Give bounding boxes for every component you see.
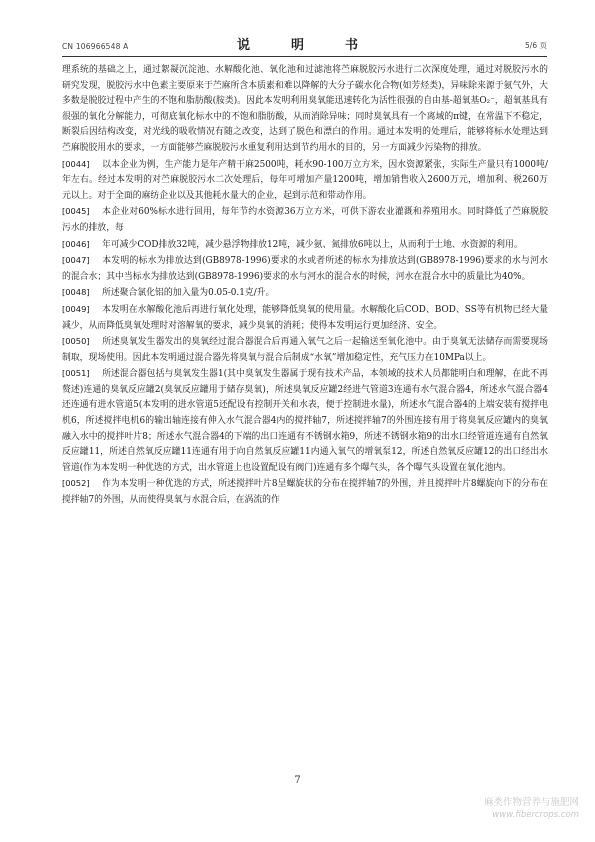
paragraph-text: 作为本发明一种优选的方式，所述搅拌叶片8呈螺旋状的分布在搅拌轴7的外围，并且搅拌叶片8螺旋向下的分布在搅拌轴7的外围，从而使得臭氧与水混合后，在涡流的作 [62, 479, 548, 506]
paragraph-text: 所述臭氧发生器发出的臭氧经过混合器混合后再通入氧气之后一起输送至氧化池中。由于臭氧无法储存而需要现场制取，现场使用。因此本发明通过混合器先将臭氧与混合后制成“水氧”增加稳定性，充气压力在10MPa以上。 [62, 337, 548, 363]
watermark-site-name: 麻类作物营养与施肥网 [483, 797, 579, 808]
patent-number: CN 106966548 A [62, 42, 129, 51]
paragraph-number: [0051] [62, 368, 90, 379]
page-number: 7 [294, 775, 301, 786]
paragraph-number: [0048] [62, 287, 90, 298]
header-divider [62, 56, 547, 57]
paragraph-0047 [62, 253, 548, 285]
paragraph-0050 [62, 334, 548, 366]
paragraph-text: 所述混合器包括与臭氧发生器1(其中臭氧发生器属于现有技术产品，本领域的技术人员都能明白和理解，在此不再赘述)连通的臭氧反应罐2(臭氧反应罐用于储存臭氧)，所述臭氧反应罐2经进气管道3连通有水气混合器4，所述水气混合器4还连通有进水管道5(本发明的进水管道5还配设有控制开关和水表，便于控制进水量)，所述水气混合器4的上端安装有搅拌电机6，所述搅拌电机6的输出轴连接有伸入水气混合器4内的搅拌轴7，所述搅拌轴7的外围连接有用于将臭氧反应罐内的臭氧融入水中的搅拌叶片8；所述水气混合器4的下端的出口连通有不锈钢水箱9，所述不锈钢水箱9的出水口经管道连通有自然氧反应罐11，所述自然氧反应罐11连通有用于向自然氧反应罐11内通入氧气的增氧泵12，所述自然氧反应罐12的出口经出水管道(作为本发明一种优选的方式，出水管道上也设置配设有阀门)连通有多个曝气头，各个曝气头设置在氧化池内。 [62, 369, 548, 473]
paragraph-number: [0052] [62, 478, 90, 489]
paragraph-number: [0049] [62, 303, 90, 314]
paragraph-text: 本发明的标水为排放达到(GB8978-1996)要求的水或者所述的标水为排放达到(GB8978-1996)要求的水与河水的混合水；其中当标水为排放达到(GB8978-1996)要求的水与河水的混合水的时候，河水在混合水中的质量比为40%。 [62, 256, 548, 282]
document-title: 说 明 书 [236, 38, 372, 53]
paragraph-number: [0044] [62, 158, 90, 169]
paragraph-text: 年可减少COD排放32吨，减少悬浮物排放12吨，减少氨、氮排放6吨以上，从而利于土地、水资源的利用。 [102, 239, 523, 250]
paragraph-0048 [62, 285, 548, 302]
paragraph-number: [0047] [62, 255, 90, 266]
paragraph-0052 [62, 476, 548, 508]
page-count: 5/6 页 [525, 41, 547, 50]
paragraph-number: [0050] [62, 336, 90, 347]
paragraph-number: [0046] [62, 238, 90, 249]
document-body [62, 63, 548, 509]
watermark-url: www.fibercrops.com [492, 810, 579, 820]
paragraph-text: 本发明在水解酸化池后再进行氧化处理，能够降低臭氧的使用量。水解酸化后COD、BOD、SS等有机物已经大量减少，从而降低臭氧处理时对溶解氧的要求，减少臭氧的消耗；使得本发明运行更加经济、安全。 [62, 304, 548, 331]
paragraph-text: 以本企业为例，生产能力是年产精干麻2500吨，耗水90-100万立方米，因水资源紧张，实际生产量只有1000吨/年左右。经过本发明的对苎麻脱胶污水二次处理后，每年可增加产量1200吨，增加销售收入2600万元，增加利、税260万元以上。对于全面的麻纺企业以及其他耗水量大的企业，起到示范和带动作用。 [62, 159, 548, 201]
site-watermark [484, 797, 579, 821]
paragraph-0051 [62, 366, 548, 476]
paragraph-0044 [62, 157, 548, 205]
paragraph-number: [0045] [62, 206, 90, 217]
intro-paragraph: 理系统的基础之上，通过絮凝沉淀池、水解酸化池、氧化池和过滤池将苎麻脱胶污水进行二次深度处理，通过对脱胶污水的研究发现，脱胶污水中色素主要原来于苎麻所含本质素和难以降解的大分子碳水化合物(如芳烃类)，异味除来源于氨气外，大多数是脱胶过程中产生的不饱和脂肪酸(胺类)。因此本发明利用臭氧能迅速转化为活性很强的自由基-超氧基O₂⁻，超氧基具有很强的氧化分解能力，可彻底氧化标水中的不饱和脂肪酸，从而消除异味；同时臭氧具有一个离域的π键，在常温下不稳定，断裂后因结构改变，对光线的吸收情况有随之改变，达到了脱色和漂白的作用。通过本发明的处理后，能够将标水处理达到苎麻脱胶用水的要求，一方面能够苎麻脱胶污水重复利用达到节约用水的目的，另一方面减少污染物的排放。 [62, 65, 548, 153]
paragraph-0045 [62, 204, 548, 236]
paragraph-0046 [62, 237, 548, 254]
page-header [62, 33, 547, 55]
paragraph-text: 所述聚合氯化铝的加入量为0.05-0.1克/升。 [102, 288, 275, 299]
paragraph-0049 [62, 302, 548, 334]
paragraph-text: 本企业对60%标水进行回用，每年节约水资源36万立方米，可供下游农业灌溉和养殖用水。同时降低了苎麻脱胶污水的排放，每 [62, 207, 548, 233]
